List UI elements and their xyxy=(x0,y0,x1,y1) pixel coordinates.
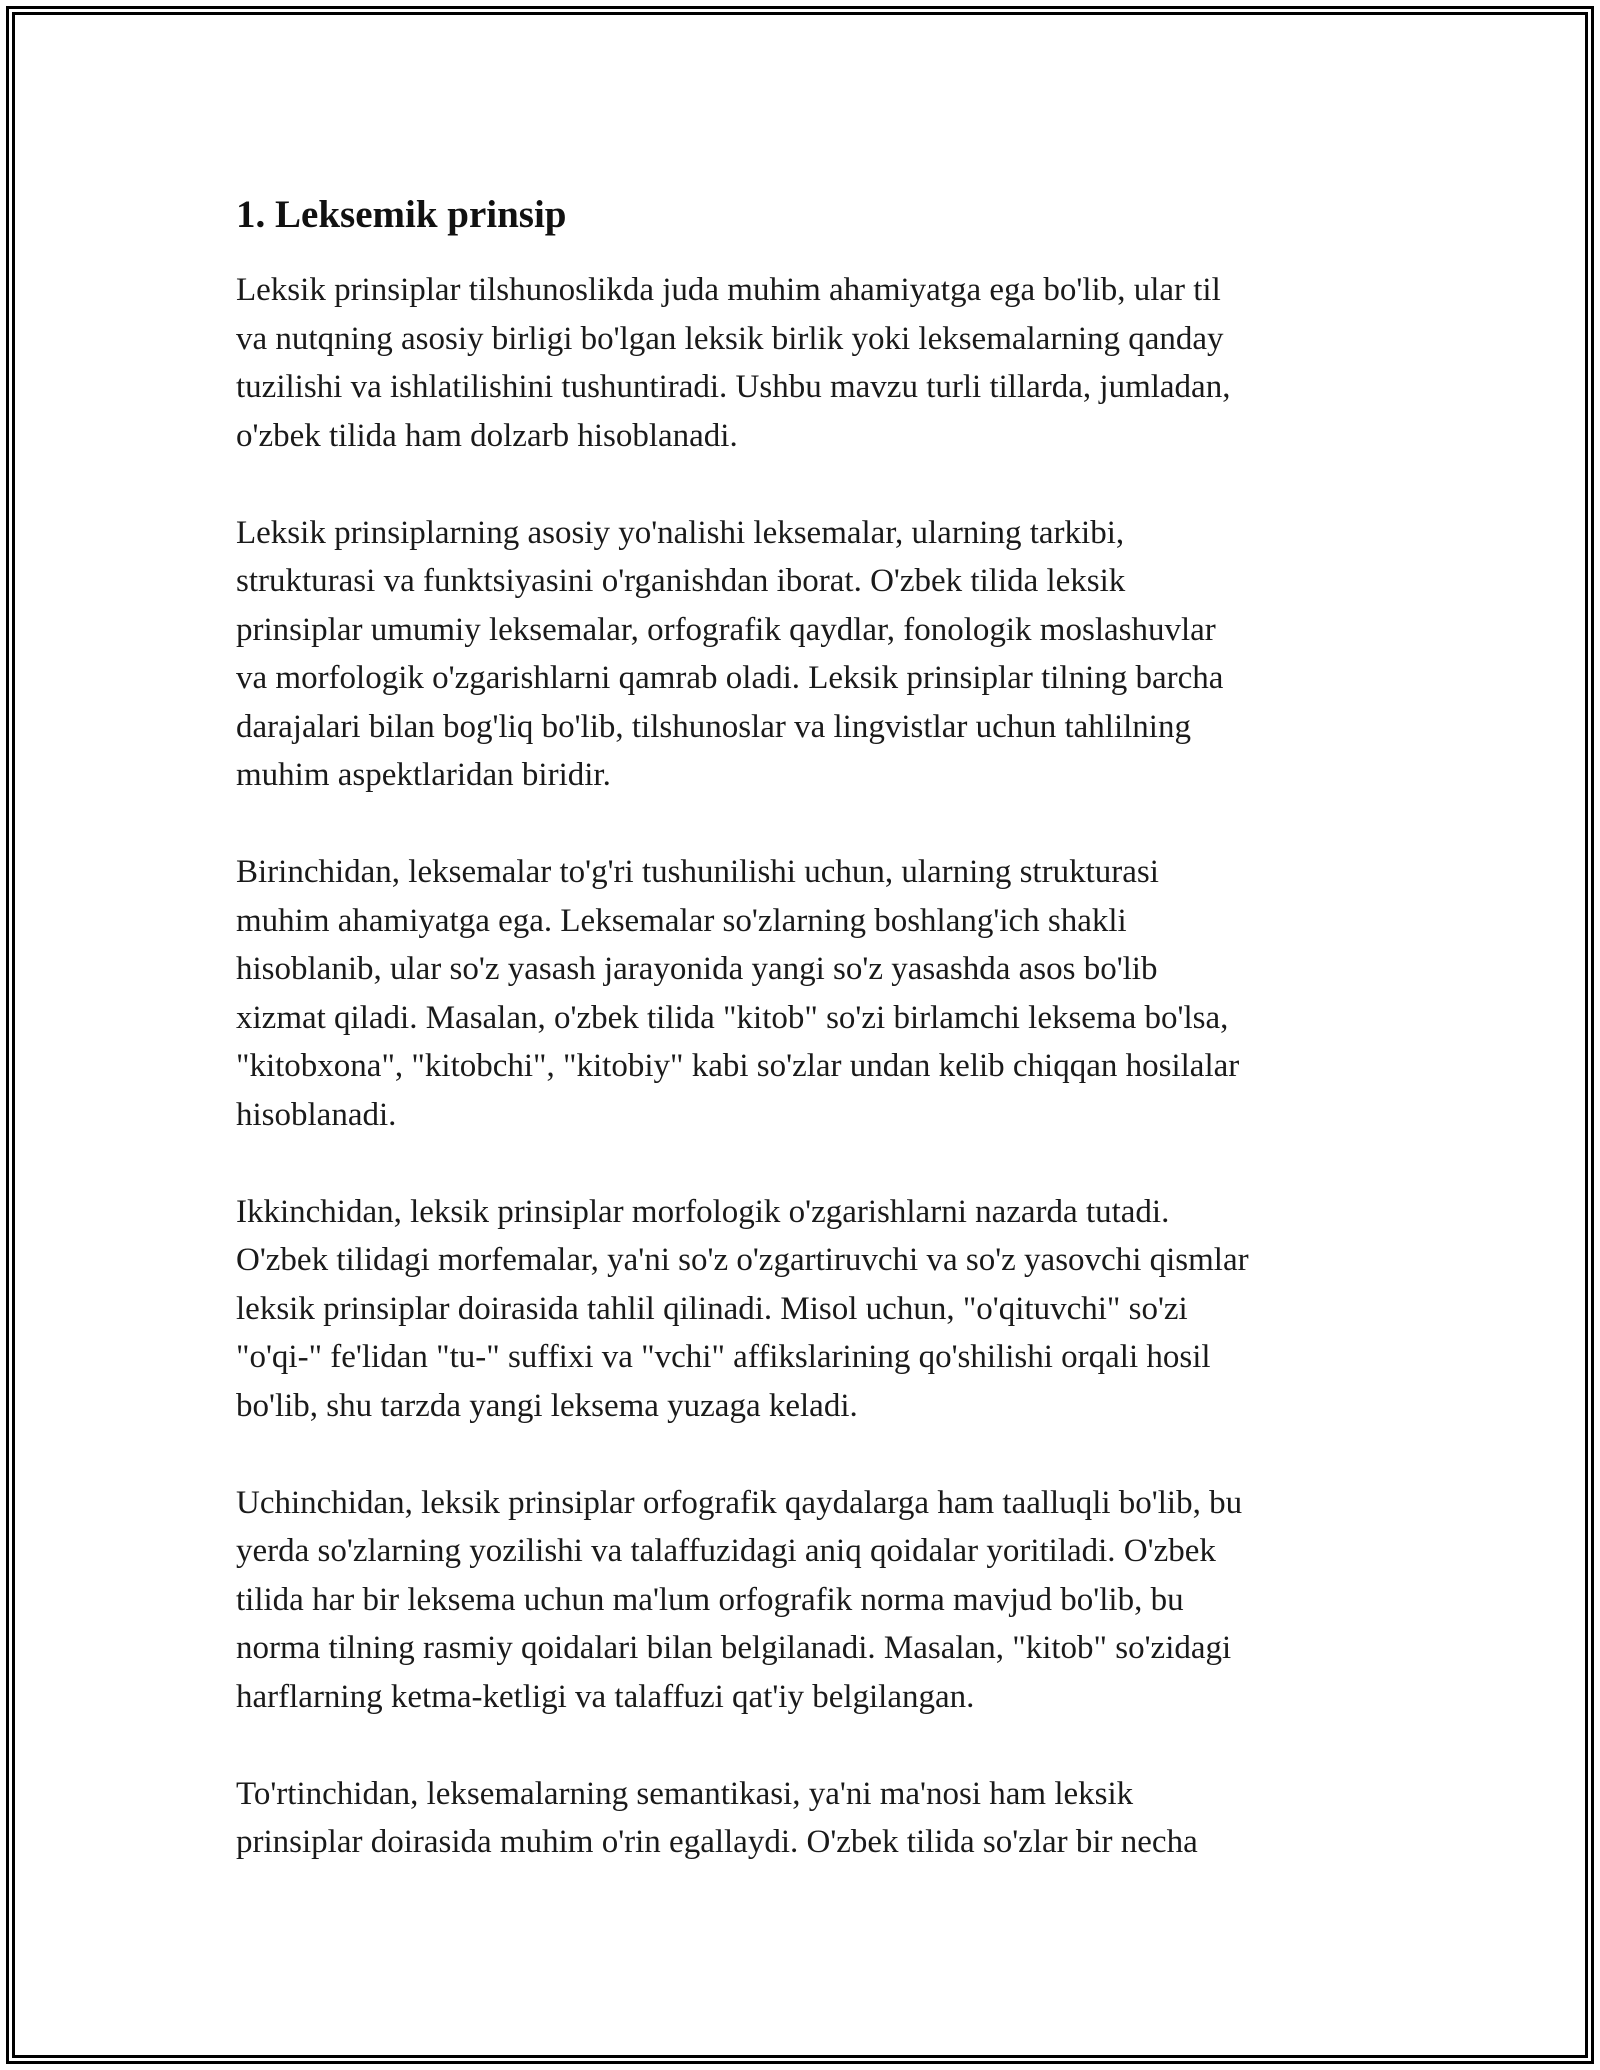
paragraph-fourth: To'rtinchidan, leksemalarning semantikasi, ya'ni ma'nosi ham leksik prinsiplar doirasida muhim o'rin egallaydi. O'zbek tilida so'zlar bir necha xyxy=(236,1775,1198,1860)
section-heading: 1. Leksemik prinsip xyxy=(236,193,567,236)
paragraph-main-direction: Leksik prinsiplarning asosiy yo'nalishi leksemalar, ularning tarkibi, strukturasi va funktsiyasini o'rganishdan iborat. O'zbek tilida leksik prinsiplar umumiy leksemalar, orfografik qaydlar, fonologik moslashuvlar va morfologik o'zgarishlarni qamrab oladi. Leksik prinsiplar tilning barcha darajalari bilan bog'liq bo'lib, tilshunoslar va lingvistlar uchun tahlilning muhim aspektlaridan biridir. xyxy=(236,514,1224,793)
document-body xyxy=(236,186,1371,1915)
paragraph-first: Birinchidan, leksemalar to'g'ri tushunilishi uchun, ularning strukturasi muhim ahamiyatga ega. Leksemalar so'zlarning boshlang'ich shakli hisoblanib, ular so'z yasash jarayonida yangi so'z yasashda asos bo'lib xizmat qiladi. Masalan, o'zbek tilida "kitob" so'zi birlamchi leksema bo'lsa, "kitobxona", "kitobchi", "kitobiy" kabi so'zlar undan kelib chiqqan hosilalar hisoblanadi. xyxy=(236,854,1240,1133)
paragraph-third: Uchinchidan, leksik prinsiplar orfografik qaydalarga ham taalluqli bo'lib, bu yerda so'zlarning yozilishi va talaffuzidagi aniq qoidalar yoritiladi. O'zbek tilida har bir leksema uchun ma'lum orfografik norma mavjud bo'lib, bu norma tilning rasmiy qoidalari bilan belgilanadi. Masalan, "kitob" so'zidagi harflarning ketma-ketligi va talaffuzi qat'iy belgilangan. xyxy=(236,1484,1243,1715)
paragraph-intro: Leksik prinsiplar tilshunoslikda juda muhim ahamiyatga ega bo'lib, ular til va nutqning asosiy birligi bo'lgan leksik birlik yoki leksemalarning qanday tuzilishi va ishlatilishini tushuntiradi. Ushbu mavzu turli tillarda, jumladan, o'zbek tilida ham dolzarb hisoblanadi. xyxy=(236,272,1231,454)
paragraph-second: Ikkinchidan, leksik prinsiplar morfologik o'zgarishlarni nazarda tutadi. O'zbek tilidagi morfemalar, ya'ni so'z o'zgartiruvchi va so'z yasovchi qismlar leksik prinsiplar doirasida tahlil qilinadi. Misol uchun, "o'qituvchi" so'zi "o'qi-" fe'lidan "tu-" suffixi va "vchi" affikslarining qo'shilishi orqali hosil bo'lib, shu tarzda yangi leksema yuzaga keladi. xyxy=(236,1193,1249,1424)
